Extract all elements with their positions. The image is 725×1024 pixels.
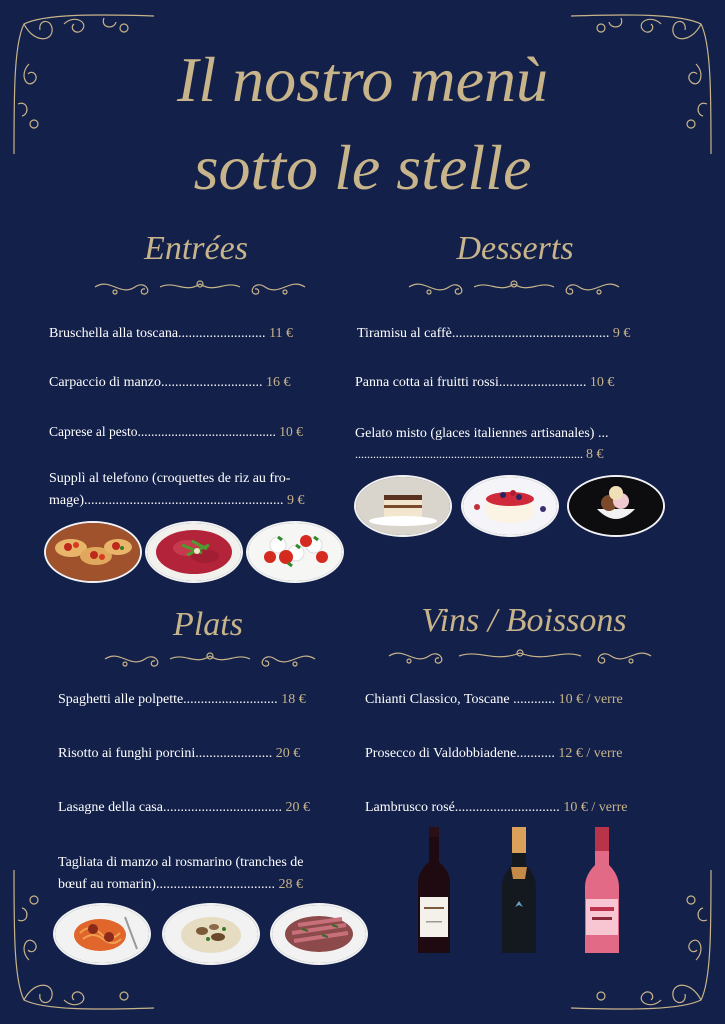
entree-item-1 <box>49 323 293 345</box>
plat-item-1-name: Spaghetti alle polpette........................... <box>58 692 278 707</box>
entree-item-4-name: Supplì al telefono (croquettes de riz au fro- <box>49 471 291 486</box>
plat-item-2-price: 20 € <box>275 746 301 761</box>
entree-item-2-name: Carpaccio di manzo............................. <box>49 375 263 390</box>
vin-item-1-name: Chianti Classico, Toscane ............ <box>365 692 556 707</box>
lambrusco-bottle <box>580 827 624 957</box>
vin-item-3-name: Lambrusco rosé.............................. <box>365 800 560 815</box>
dessert-item-3-name-cont: ............................................................................ <box>355 447 583 461</box>
plat-item-2 <box>58 743 300 765</box>
entree-item-2 <box>49 372 290 394</box>
vin-item-1 <box>365 689 623 711</box>
dessert-item-3 <box>355 423 665 464</box>
entree-item-4-price: 9 € <box>286 493 305 508</box>
dessert-item-1-name: Tiramisu al caffè............................................. <box>357 326 610 341</box>
vin-item-2 <box>365 743 623 765</box>
vin-item-3 <box>365 797 627 819</box>
entree-item-3 <box>49 421 303 443</box>
page-title-line2: sotto le stelle <box>193 132 532 203</box>
tagliata-photo <box>270 903 368 965</box>
vins-divider-ornament <box>384 641 656 671</box>
tiramisu-photo <box>354 475 452 537</box>
dessert-item-2-name: Panna cotta ai fruitti rossi......................... <box>355 375 587 390</box>
entrees-divider-ornament <box>90 272 310 302</box>
spaghetti-photo <box>53 903 151 965</box>
vins-heading: Vins / Boissons <box>421 602 627 639</box>
bruschetta-photo <box>44 521 142 583</box>
chianti-bottle <box>412 827 456 957</box>
plat-item-4-price: 28 € <box>278 877 303 892</box>
entree-item-3-price: 10 € <box>279 424 303 439</box>
plat-item-4 <box>58 852 368 896</box>
dessert-item-1 <box>357 323 630 345</box>
panna-cotta-photo <box>461 475 559 537</box>
plat-item-1-price: 18 € <box>281 692 306 707</box>
entrees-heading: Entrées <box>144 230 248 267</box>
prosecco-bottle <box>497 827 541 957</box>
plat-item-4-name-cont: bœuf au romarin).................................. <box>58 877 275 892</box>
carpaccio-photo <box>145 521 243 583</box>
vin-item-2-name: Prosecco di Valdobbiadene........... <box>365 746 555 761</box>
plat-item-3 <box>58 797 310 819</box>
vin-item-2-price: 12 € / verre <box>558 746 623 761</box>
entree-item-1-name: Bruschella alla toscana......................... <box>49 326 266 341</box>
entree-item-1-price: 11 € <box>269 326 294 341</box>
dessert-item-3-price: 8 € <box>586 447 604 462</box>
entree-item-4-name-cont: mage)......................................................... <box>49 493 284 508</box>
vin-item-1-price: 10 € / verre <box>558 692 623 707</box>
entree-item-2-price: 16 € <box>265 375 291 390</box>
gelato-photo <box>567 475 665 537</box>
plats-divider-ornament <box>100 644 320 674</box>
plat-item-4-name: Tagliata di manzo al rosmarino (tranches de <box>58 855 304 870</box>
dessert-item-2-price: 10 € <box>589 375 615 390</box>
caprese-photo <box>246 521 344 583</box>
dessert-item-2 <box>355 372 614 394</box>
plat-item-2-name: Risotto ai funghi porcini...................... <box>58 746 273 761</box>
plats-heading: Plats <box>173 606 243 643</box>
plat-item-3-name: Lasagne della casa.................................. <box>58 800 282 815</box>
plat-item-1 <box>58 689 306 711</box>
entree-item-3-name: Caprese al pesto......................................... <box>49 424 276 439</box>
desserts-heading: Desserts <box>456 230 574 267</box>
dessert-item-1-price: 9 € <box>612 326 631 341</box>
risotto-photo <box>162 903 260 965</box>
plat-item-3-price: 20 € <box>285 800 310 815</box>
entree-item-4 <box>49 468 349 512</box>
dessert-item-3-name: Gelato misto (glaces italiennes artisanales) ... <box>355 426 609 441</box>
vin-item-3-price: 10 € / verre <box>563 800 628 815</box>
page-title-line1: Il nostro menù <box>177 44 548 115</box>
desserts-divider-ornament <box>404 272 624 302</box>
